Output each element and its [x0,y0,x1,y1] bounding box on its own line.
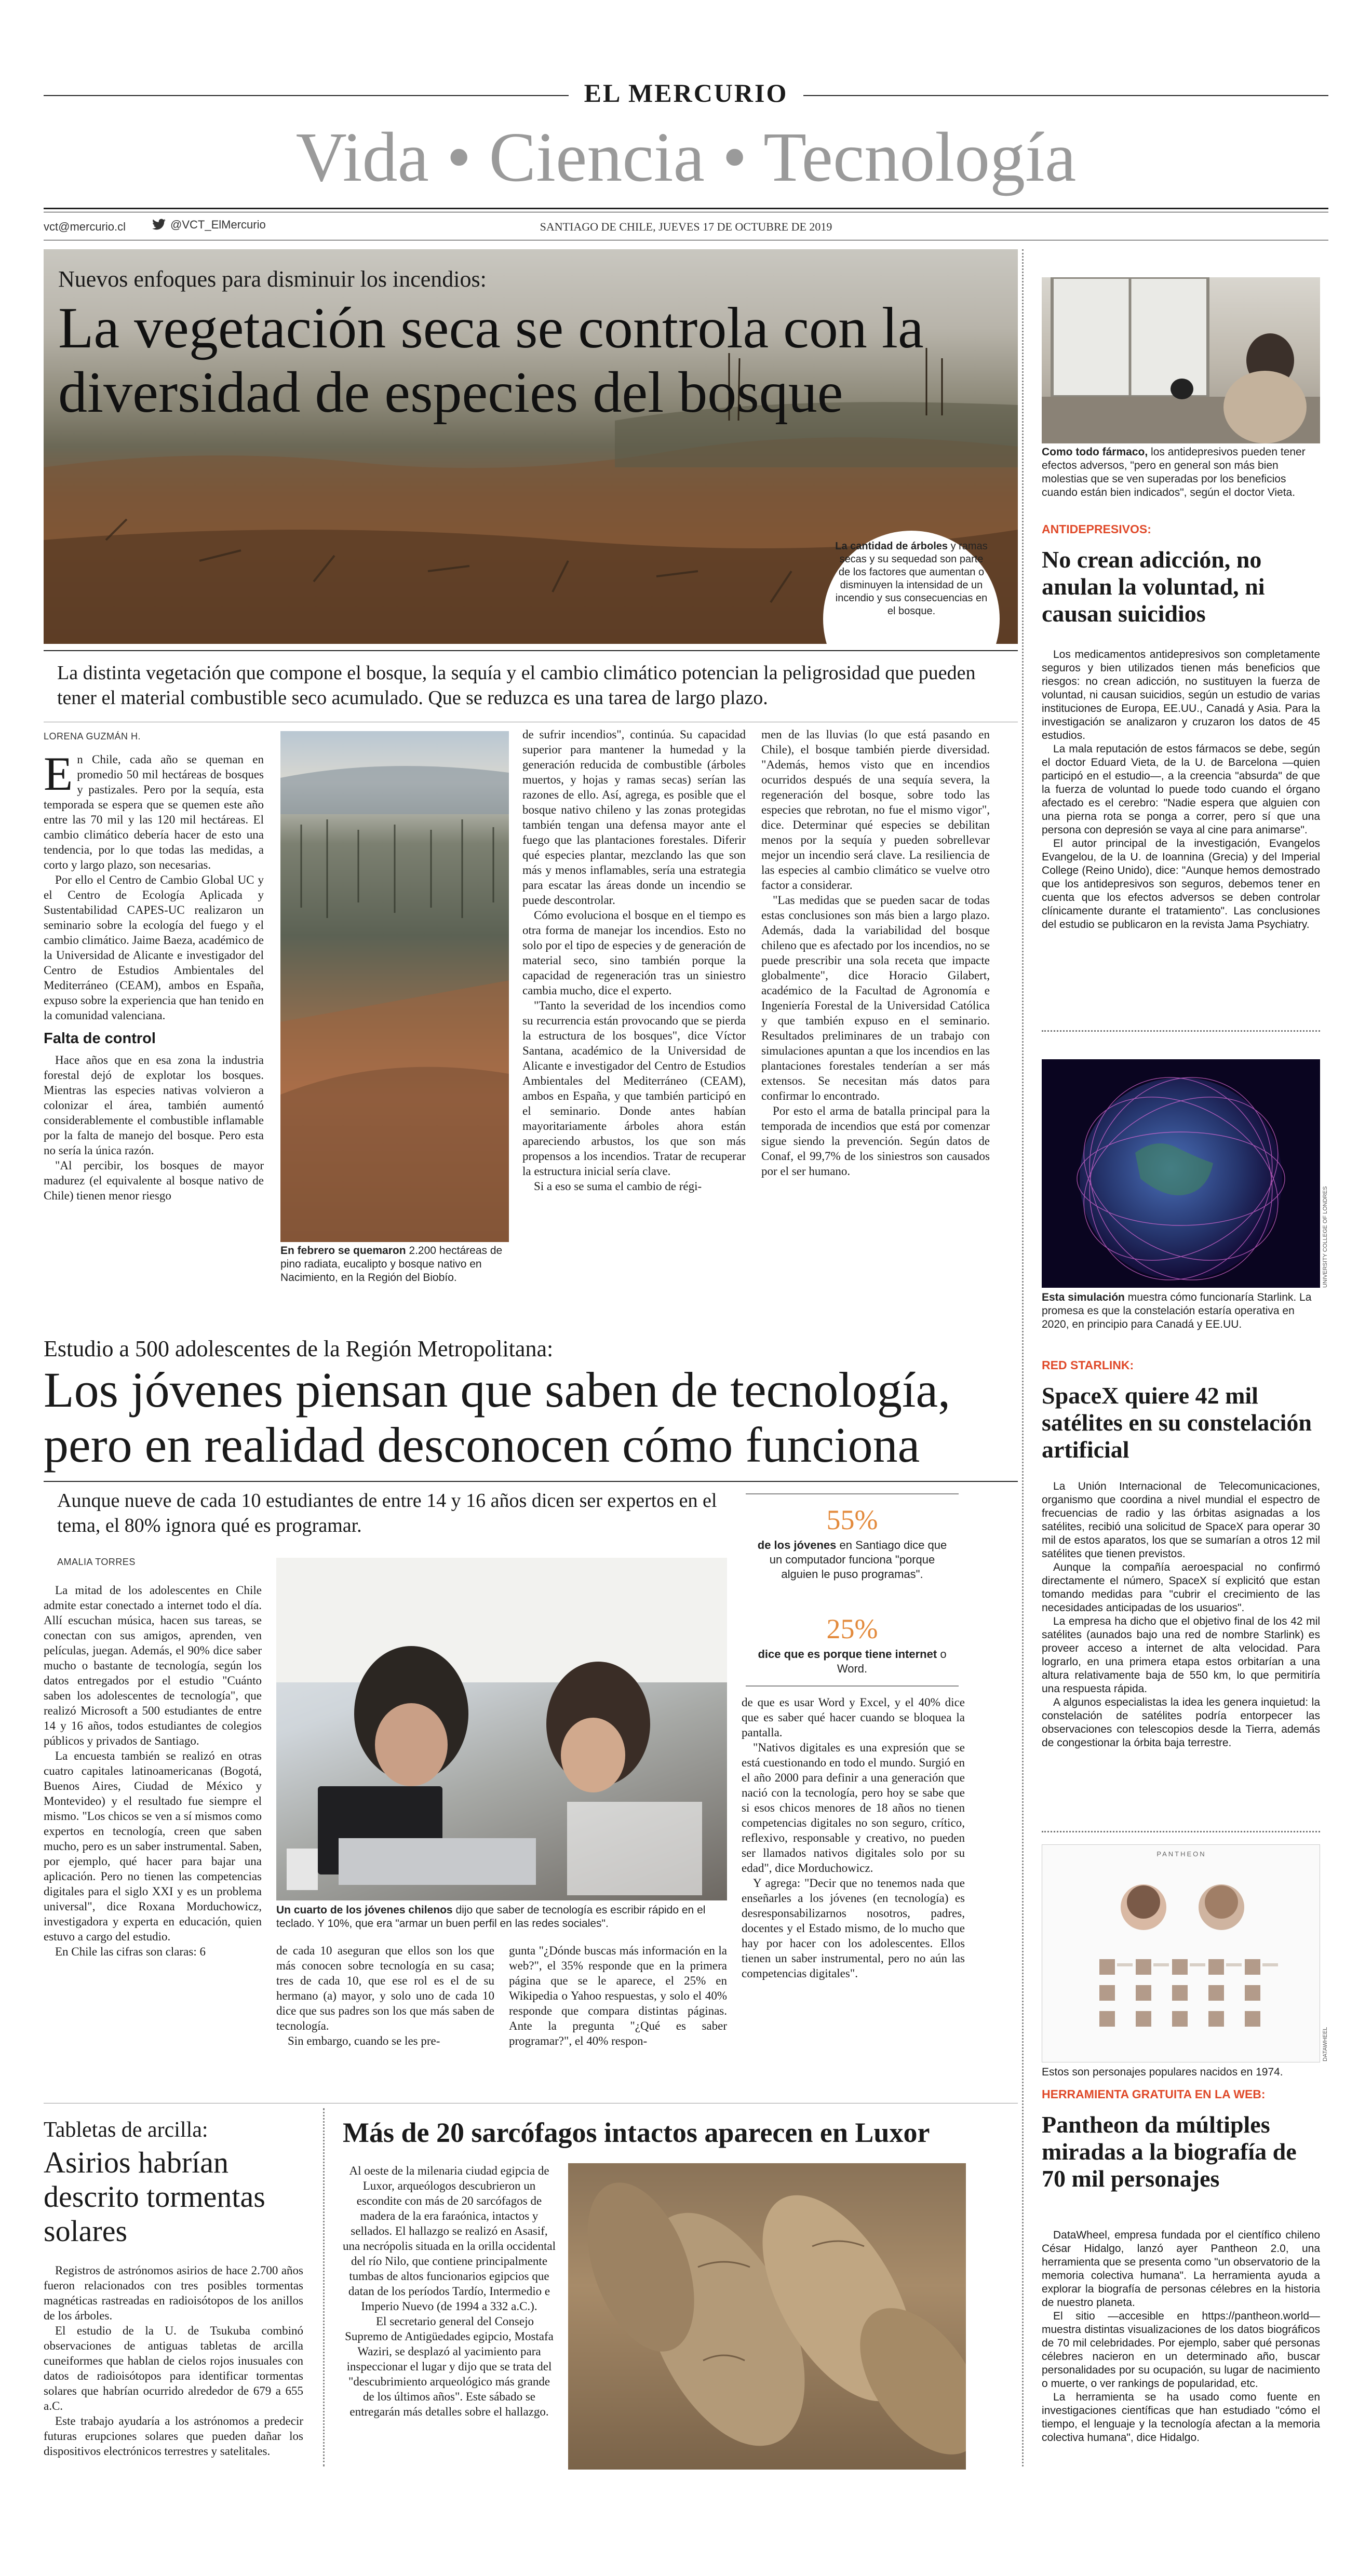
lead-c1p1: En Chile, cada año se queman en promedio 50 mil hectáreas de bosques y pastizales. Pero por la sequía, esta temporada se espera que se quemen este año entre las 70 mil y las 120 mil hectáreas. El cambio climático debería hacer de esto una tendencia, por lo que todas las medidas, a corto y largo plazo, son necesarias. [44,747,264,871]
lead-photo-caption [833,540,989,618]
antidep-p2: La mala reputación de estos fármacos se debe, según el doctor Eduard Vieta, de la U. de Barcelona —quien participó en el estudio—, a la creencia "absurda" de que la fuerza de voluntad lo puede todo cuando el órgano afectado es el cerebro: "Nadie espera que alguien con una pierna rota se ponga a correr, pero sí que una persona con depresión se vaya al cine para animarse". [1042,743,1320,836]
email-link[interactable]: vct@mercurio.cl [44,220,126,233]
forest-caption-bold: En febrero se quemaron [280,1245,406,1257]
lead-c3p3: "Tanto la severidad de los incendios como su recurrencia están provocando que se pierda la estructura de los bosques", dice Víctor Santana, académico de la Universidad de Alicante e investigador del Centro de Estudios Ambientales del Mediterráneo (CEAM), ambos en España, y que también participó en el seminario. Donde antes habían mayoritariamente árboles ahora están apareciendo arbustos, los que son más propensos a los incendios. Tratar de recuperar la estructura inicial sería clave. [522,999,746,1178]
teens-headline: Los jóvenes piensan que saben de tecnología, pero en realidad desconocen cómo funciona [44,1362,951,1473]
stat2-text [756,1647,948,1676]
teens-col-1 [44,1583,262,1959]
lead-c1p2: Por ello el Centro de Cambio Global UC y el Centro de Ecología Aplicada y Sustentabilidad CAPES-UC realizaron un seminario sobre la ecología del fuego y el cambio climático. Jaime Baeza, académico de la Universidad de Alicante e investigador del Centro de Estudios Ambientales del Mediterráneo (CEAM), ambos en España, expuso sobre la experiencia que han tenido en la comunidad valenciana. [44,873,264,1022]
starlink-caption-text: muestra cómo funcionaría Starlink. La promesa es que la constelación estaría operativa en 2020, en principio para Canadá y EE.UU. [1042,1291,1312,1330]
luxor-headline: Más de 20 sarcófagos intactos aparecen en Luxor [343,2117,930,2148]
lead-c1p4: "Al percibir, los bosques de mayor madurez (el equivalente al bosque nativo de Chile) tienen menor riesgo [44,1159,264,1202]
lead-c4p1: men de las lluvias (lo que está pasando en Chile), el bosque también pierde diversidad. "Además, hemos visto que en incendios ocurridos después de una sequía severa, la regeneración del bosque, sobre todo las especies que rebrotan, no fue el mismo vigor", dice. Determinar qué especies se debilitan menos por la sequía y pueden sobrellevar mejor un incendio será clave. La resiliencia de las especies al cambio climático se vuelve otro factor a considerar. [761,728,990,892]
tablets-p2: El estudio de la U. de Tsukuba combinó observaciones de antiguas tabletas de arcilla cuneiformes que hablan de cielos rojos inusuales con datos de radioisótopos para identificar tormentas solares que habrían ocurrido alrededor de 679 a 655 a.C. [44,2324,303,2412]
sarcophagi-scene [568,2163,966,2470]
lead-col-1 [44,747,264,1203]
sidebar-sep-2 [1042,1831,1320,1832]
stat1-bold: de los jóvenes [757,1539,837,1552]
tablets-p3: Este trabajo ayudaría a los astrónomos a predecir futuras erupciones solares que pueden dañar los dispositivos electrónicos terrestres y satelitales. [44,2415,303,2458]
teens-deck-rule [44,1481,1018,1482]
tablets-body [44,2263,303,2459]
masthead-rule-bottom [44,208,1328,209]
starlink-caption-bold: Esta simulación [1042,1291,1125,1303]
teens-col-2 [276,1943,494,2048]
starlink-photo-caption [1042,1291,1320,1331]
lead-c1p1-text: n Chile, cada año se queman en promedio 50 mil hectáreas de bosques y pastizales. Pero por la sequía, esta temporada se espera que se quemen este año entre las 70 mil y las 120 mil hectáreas. El cambio climático debería hacer de esto una tendencia, por lo que todas las medidas, a corto y largo plazo, son necesarias. [44,753,264,871]
woman-window-scene [1042,277,1320,443]
antidep-caption-text: los antidepresivos pueden tener efectos adversos, "pero en general son más bien molestias que se ven superadas por los beneficios cuando están bien indicados", según el doctor Vieta. [1042,446,1306,498]
pantheon-photo-caption: Estos son personajes populares nacidos en 1974. [1042,2066,1283,2078]
forest-scene [280,731,509,1242]
stat1-desc: en Santiago dice que un computador funciona "porque alguien le puso programas". [769,1539,947,1581]
lead-c4p2: "Las medidas que se pueden sacar de todas estas conclusiones son más bien a largo plazo. Además, dada la variabilidad del bosque chileno que es afectado por los incendios, no se puede prescribir una sola receta que impacte globalmente", dice Horacio Gilabert, académico de la Facultad de Agronomía e Ingeniería Forestal de la Universidad Católica y que también expuso en el seminario. Resultados preliminares de un trabajo con simulaciones apuntan a que los incendios en las plantaciones forestales tenderían a ser más extensos. Se necesitan más datos para confirmar lo encontrado. [761,894,990,1102]
tablets-kicker: Tabletas de arcilla: [44,2118,208,2142]
starlink-body [1042,1480,1320,1750]
paper-name: EL MERCURIO [569,78,804,107]
sidebar-sep-1 [1042,1030,1320,1032]
section-title: Vida • Ciencia • Tecnología [295,118,1077,196]
sidebar-divider [1022,249,1024,2466]
antidep-p3: El autor principal de la investigación, Evangelos Evangelou, de la U. de Ioannina (Grecia) y del Imperial College (Reino Unido), dice: "Aunque hemos demostrado que los antidepresivos son seguros, debemos tener en cuenta que los efectos adversos se deben controlar clínicamente durante el tratamiento". Las conclusiones del estudio se publicaron en la revista Jama Psychiatry. [1042,838,1320,930]
lead-caption-text: y ramas secas y su sequedad son parte de los factores que aumentan o disminuyen la intensidad de un incendio y sus consecuencias en el bosque. [835,541,988,617]
antidepressant-photo [1042,277,1320,443]
luxor-p2: El secretario general del Consejo Supremo de Antigüedades egipcio, Mostafa Waziri, se desplazó al yacimiento para inspeccionar el lugar y dijo que se trata del "descubrimiento arqueológico más grande de los últimos años". Este sábado se entregarán más detalles sobre el hallazgo. [345,2315,554,2418]
pantheon-screenshot [1042,1844,1320,2062]
pantheon-grid [1042,1845,1320,2062]
antidep-headline: No crean adicción, no anulan la voluntad, ni causan suicidios [1042,546,1265,627]
teens-c4p1: de que es usar Word y Excel, y el 40% dice que es saber qué hacer cuando se bloquea la pantalla. [742,1696,965,1739]
starlink-p1: La Unión Internacional de Telecomunicaciones, organismo que coordina a nivel mundial el espectro de frecuencias de radio y las órbitas asignadas a los satélites, recibió una solicitud de SpaceX para operar 30 mil de estos aparatos, los que se sumarían a otros 12 mil satélites que tienen previstos. [1042,1480,1320,1560]
teens-c1p2: La encuesta también se realizó en otras cuatro capitales latinoamericanas (Bogotá, Buenos Aires, Ciudad de México y Montevideo) y el resultado fue siempre el mismo. "Los chicos se ven a sí mismos como expertos en tecnología, creen que saben mucho, pero es un saber instrumental. Saben, por ejemplo, qué hacer para bajar una aplicación. Pero no tienen las competencias digitales para el siglo XXI y es un problema universal", dice Roxana Morduchowicz, investigadora y experta en educación, quien estuvo a cargo del estudio. [44,1749,262,1943]
pantheon-p2: El sitio —accesible en https://pantheon.world— muestra distintas visualizaciones de los datos biográficos de 70 mil celebridades. Por ejemplo, saber qué personas célebres nacieron en un determinado año, buscar personalidades por su ocupación, su lugar de nacimiento o muerte, o ver rankings de popularidad, etc. [1042,2310,1320,2390]
pantheon-p1: DataWheel, empresa fundada por el científico chileno César Hidalgo, lanzó ayer Pantheon 2.0, una herramienta que se presenta como "un observatorio de la memoria colectiva humana". La herramienta ayuda a explorar la biografía de personas célebres en la historia de nuestro planeta. [1042,2229,1320,2309]
lead-subhead: Falta de control [44,1030,156,1047]
lead-byline: LORENA GUZMÁN H. [44,731,141,741]
students-caption-bold: Un cuarto de los jóvenes chilenos [276,1904,453,1916]
antidep-caption-bold: Como todo fármaco, [1042,446,1148,458]
teens-c4p2: "Nativos digitales es una expresión que se está cuestionando en todo el mundo. Surgió en el año 2000 para definir a una generación que nació con la tecnología, pero hoy se sabe que si esos chicos menores de 18 años no tienen competencias digitales no son seguro, crítico, reflexivo, responsable y creativo, no pueden ser llamados nativos digitales solo por su edad", dice Morduchowicz. [742,1741,965,1874]
luxor-p1: Al oeste de la milenaria ciudad egipcia de Luxor, arqueólogos descubrieron un escondite con más de 20 sarcófagos de madera de la era faraónica, intactos y sellados. El hallazgo se realizó en Asasif, una necrópolis situada en la orilla occidental del río Nilo, que contiene principalmente tumbas de altos funcionarios egipcios que datan de los períodos Tardío, Intermedio e Imperio Nuevo (de 1994 a 332 a.C.). [343,2164,556,2313]
dateline: SANTIAGO DE CHILE, JUEVES 17 DE OCTUBRE DE 2019 [540,220,832,233]
stat2-value: 25% [826,1613,878,1644]
lead-deck: La distinta vegetación que compone el bosque, la sequía y el cambio climático potencian la peligrosidad que pueden tener el material combustible seco acumulado. Que se reduzca es una tarea de largo plazo. [57,662,976,709]
teens-kicker: Estudio a 500 adolescentes de la Región Metropolitana: [44,1336,554,1361]
teens-c2p2: Sin embargo, cuando se les pre- [288,2034,440,2047]
teens-deck: Aunque nueve de cada 10 estudiantes de entre 14 y 16 años dicen ser expertos en el tema, el 80% ignora qué es programar. [57,1490,717,1536]
lead-c4p3: Por esto el arma de batalla principal para la temporada de incendios que está por comenzar sigue siendo la prevención. Según datos de Conaf, el 99,7% de los siniestros son causados por el ser humano. [761,1104,990,1178]
lead-kicker: Nuevos enfoques para disminuir los incendios: [58,266,487,292]
pantheon-brand: PANTHEON [1156,1850,1206,1858]
students-caption-text: dijo que saber de tecnología es escribir rápido en el teclado. Y 10%, que era "armar un buen perfil en las redes sociales". [276,1904,706,1930]
antidep-photo-caption [1042,446,1320,500]
lead-caption-bold: La cantidad de árboles [835,541,948,552]
stat-rule-top [746,1493,959,1494]
lead-headline: La vegetación seca se controla con la diversidad de especies del bosque [58,296,924,425]
starlink-p4: A algunos especialistas la idea les genera inquietud: la constelación de satélites podría entorpecer las observaciones con telescopios desde la Tierra, además de congestionar la órbita baja terrestre. [1042,1696,1320,1749]
lead-c3p1: de sufrir incendios", continúa. Su capacidad superior para mantener la humedad y la generación reducida de combustible (árboles muertos, y hojas y ramas secas) serían las razones de ello. Así, agrega, es posible que el bosque nativo chileno y las zonas protegidas también tengan una defensa mayor ante el fuego que las plantaciones forestales. Diferir qué especies plantar, mezclando las que son más y menos inflamables, sería una estrategia para escatar las áreas donde un incendio se puede descontrolar. [522,728,746,907]
students-photo [276,1558,727,1900]
antidep-body [1042,648,1320,932]
teens-col-3 [509,1943,727,2048]
starlink-credit: UNIVERSITY COLLEGE OF LONDRES [1322,1186,1328,1288]
tablets-p1: Registros de astrónomos asirios de hace 2.700 años fueron relacionados con tres posibles tormentas magnéticas rastreadas en radioisótopos de los anillos de los árboles. [44,2264,303,2322]
starlink-kicker: RED STARLINK: [1042,1358,1134,1372]
starlink-photo [1042,1059,1320,1288]
bottom-col-divider [323,2108,325,2466]
lead-col-3 [522,727,746,1194]
teens-c1p3: En Chile las cifras son claras: 6 [55,1945,206,1958]
stat1-text [756,1538,948,1582]
lead-c3p2: Cómo evoluciona el bosque en el tiempo es otra forma de manejar los incendios. Esto no solo por el tipo de especies y de generación de material seco, sino también porque la capacidad de regeneración tras un siniestro cambia mucho, dice el experto. [522,909,746,997]
stat-rule-bottom [746,1685,959,1687]
teens-c3p1: gunta "¿Dónde buscas más información en la web?", el 35% responde que en la primera página que se le aparece, el 25% en Wikipedia o Yahoo respuestas, y solo el 40% responde que compara distintas páginas. Ante la pregunta "¿Qué es saber programar?", el 40% respon- [509,1944,727,2047]
lead-c1p3: Hace años que en esa zona la industria forestal dejó de explotar los bosques. Mientras las especies nativas volvieron a colonizar el área, también aumentó considerablemente el combustible inflamable por la falta de manejo del bosque. Pero esta no sería la única razón. [44,1054,264,1157]
sarcophagi-photo [568,2163,966,2470]
teens-col-4 [742,1695,965,1981]
masthead [0,78,1372,108]
forest-fire-photo [280,731,509,1242]
starlink-p2: Aunque la compañía aeroespacial no confirmó directamente el número, SpaceX sí explicitó que estan tomando medidas para "cubrir el crecimiento de las necesidades anticipadas de los usuarios". [1042,1561,1320,1614]
antidep-p1: Los medicamentos antidepresivos son completamente seguros y bien utilizados tienen más beneficios que riesgos: no crean adicción, no sustituyen la fuerza de voluntad, ni causan suicidios, según un estudio de varias instituciones de Europa, EE.UU., Canadá y Asia. Para la investigación se analizaron y cruzaron los datos de 45 estudios. [1042,649,1320,741]
pantheon-body [1042,2229,1320,2445]
lead-c3p4: Si a eso se suma el cambio de régi- [534,1180,702,1193]
pantheon-p3: La herramienta se ha usado como fuente en investigaciones científicas que han estudiado "cómo el tiempo, el lenguaje y la tecnología afectan a la memoria colectiva humana", dice Hidalgo. [1042,2391,1320,2444]
antidep-kicker: ANTIDEPRESIVOS: [1042,522,1151,536]
forest-caption-text: 2.200 hectáreas de pino radiata, eucalipto y bosque nativo en Nacimiento, en la Región del Biobío. [280,1245,503,1284]
lead-col-4 [761,727,990,1179]
luxor-body [343,2163,556,2419]
teens-c1p1: La mitad de los adolescentes en Chile admite estar conectado a internet todo el día. Allí escuchan música, hacen sus tareas, se conectan con sus amigos, aprenden, ven películas, juegan. Además, el 90% dice saber mucho o bastante de tecnología, según los datos entregados por el estudio "Cuánto saben los adolescentes de tecnología", que realizó Microsoft a 500 estudiantes de entre 14 y 16 años, todos estudiantes de colegios públicos y privados de Santiago. [44,1584,262,1747]
twitter-handle: @VCT_ElMercurio [170,218,266,231]
students-scene [276,1558,727,1900]
students-photo-caption [276,1904,727,1931]
lead-deck-rule [44,650,1018,651]
starlink-globe [1042,1059,1320,1288]
pantheon-credit: DATAWHEEL [1322,2027,1328,2061]
stat2-bold: dice que es porque tiene internet [758,1648,937,1661]
teens-c2p1: de cada 10 aseguran que ellos son los que más conocen sobre tecnología en su casa; tres de cada 10, que ese rol es el de su hermano (a) mayor, y solo uno de cada 10 dice que sus padres son los que más saben de tecnología. [276,1944,494,2032]
pantheon-kicker: HERRAMIENTA GRATUITA EN LA WEB: [1042,2087,1266,2101]
starlink-p3: La empresa ha dicho que el objetivo final de los 42 mil satélites (aunados bajo una red de nombre Starlink) es proveer acceso a internet de alta velocidad. Para lograrlo, en una primera etapa estos orbitarían a una altura relativamente baja de 550 km, lo que permitiría una respuesta rápida. [1042,1615,1320,1695]
stat1-value: 55% [826,1504,878,1535]
teens-c4p3: Y agrega: "Decir que no tenemos nada que enseñarles a los jóvenes (en tecnología) es desresponsabilizarnos nosotros, padres, docentes y el Estado mismo, de lo mucho que hay por hacer con los adolescentes. Ellos tienen un saber instrumental, pero no aún las competencias digitales". [742,1877,965,1980]
forest-photo-caption [280,1244,509,1285]
starlink-headline: SpaceX quiere 42 mil satélites en su constelación artificial [1042,1382,1312,1463]
tablets-headline: Asirios habrían descrito tormentas solares [44,2146,265,2248]
pantheon-headline: Pantheon da múltiples miradas a la biografía de 70 mil personajes [1042,2111,1297,2192]
stat2-desc: o Word. [837,1648,947,1675]
teens-byline: AMALIA TORRES [57,1557,136,1567]
